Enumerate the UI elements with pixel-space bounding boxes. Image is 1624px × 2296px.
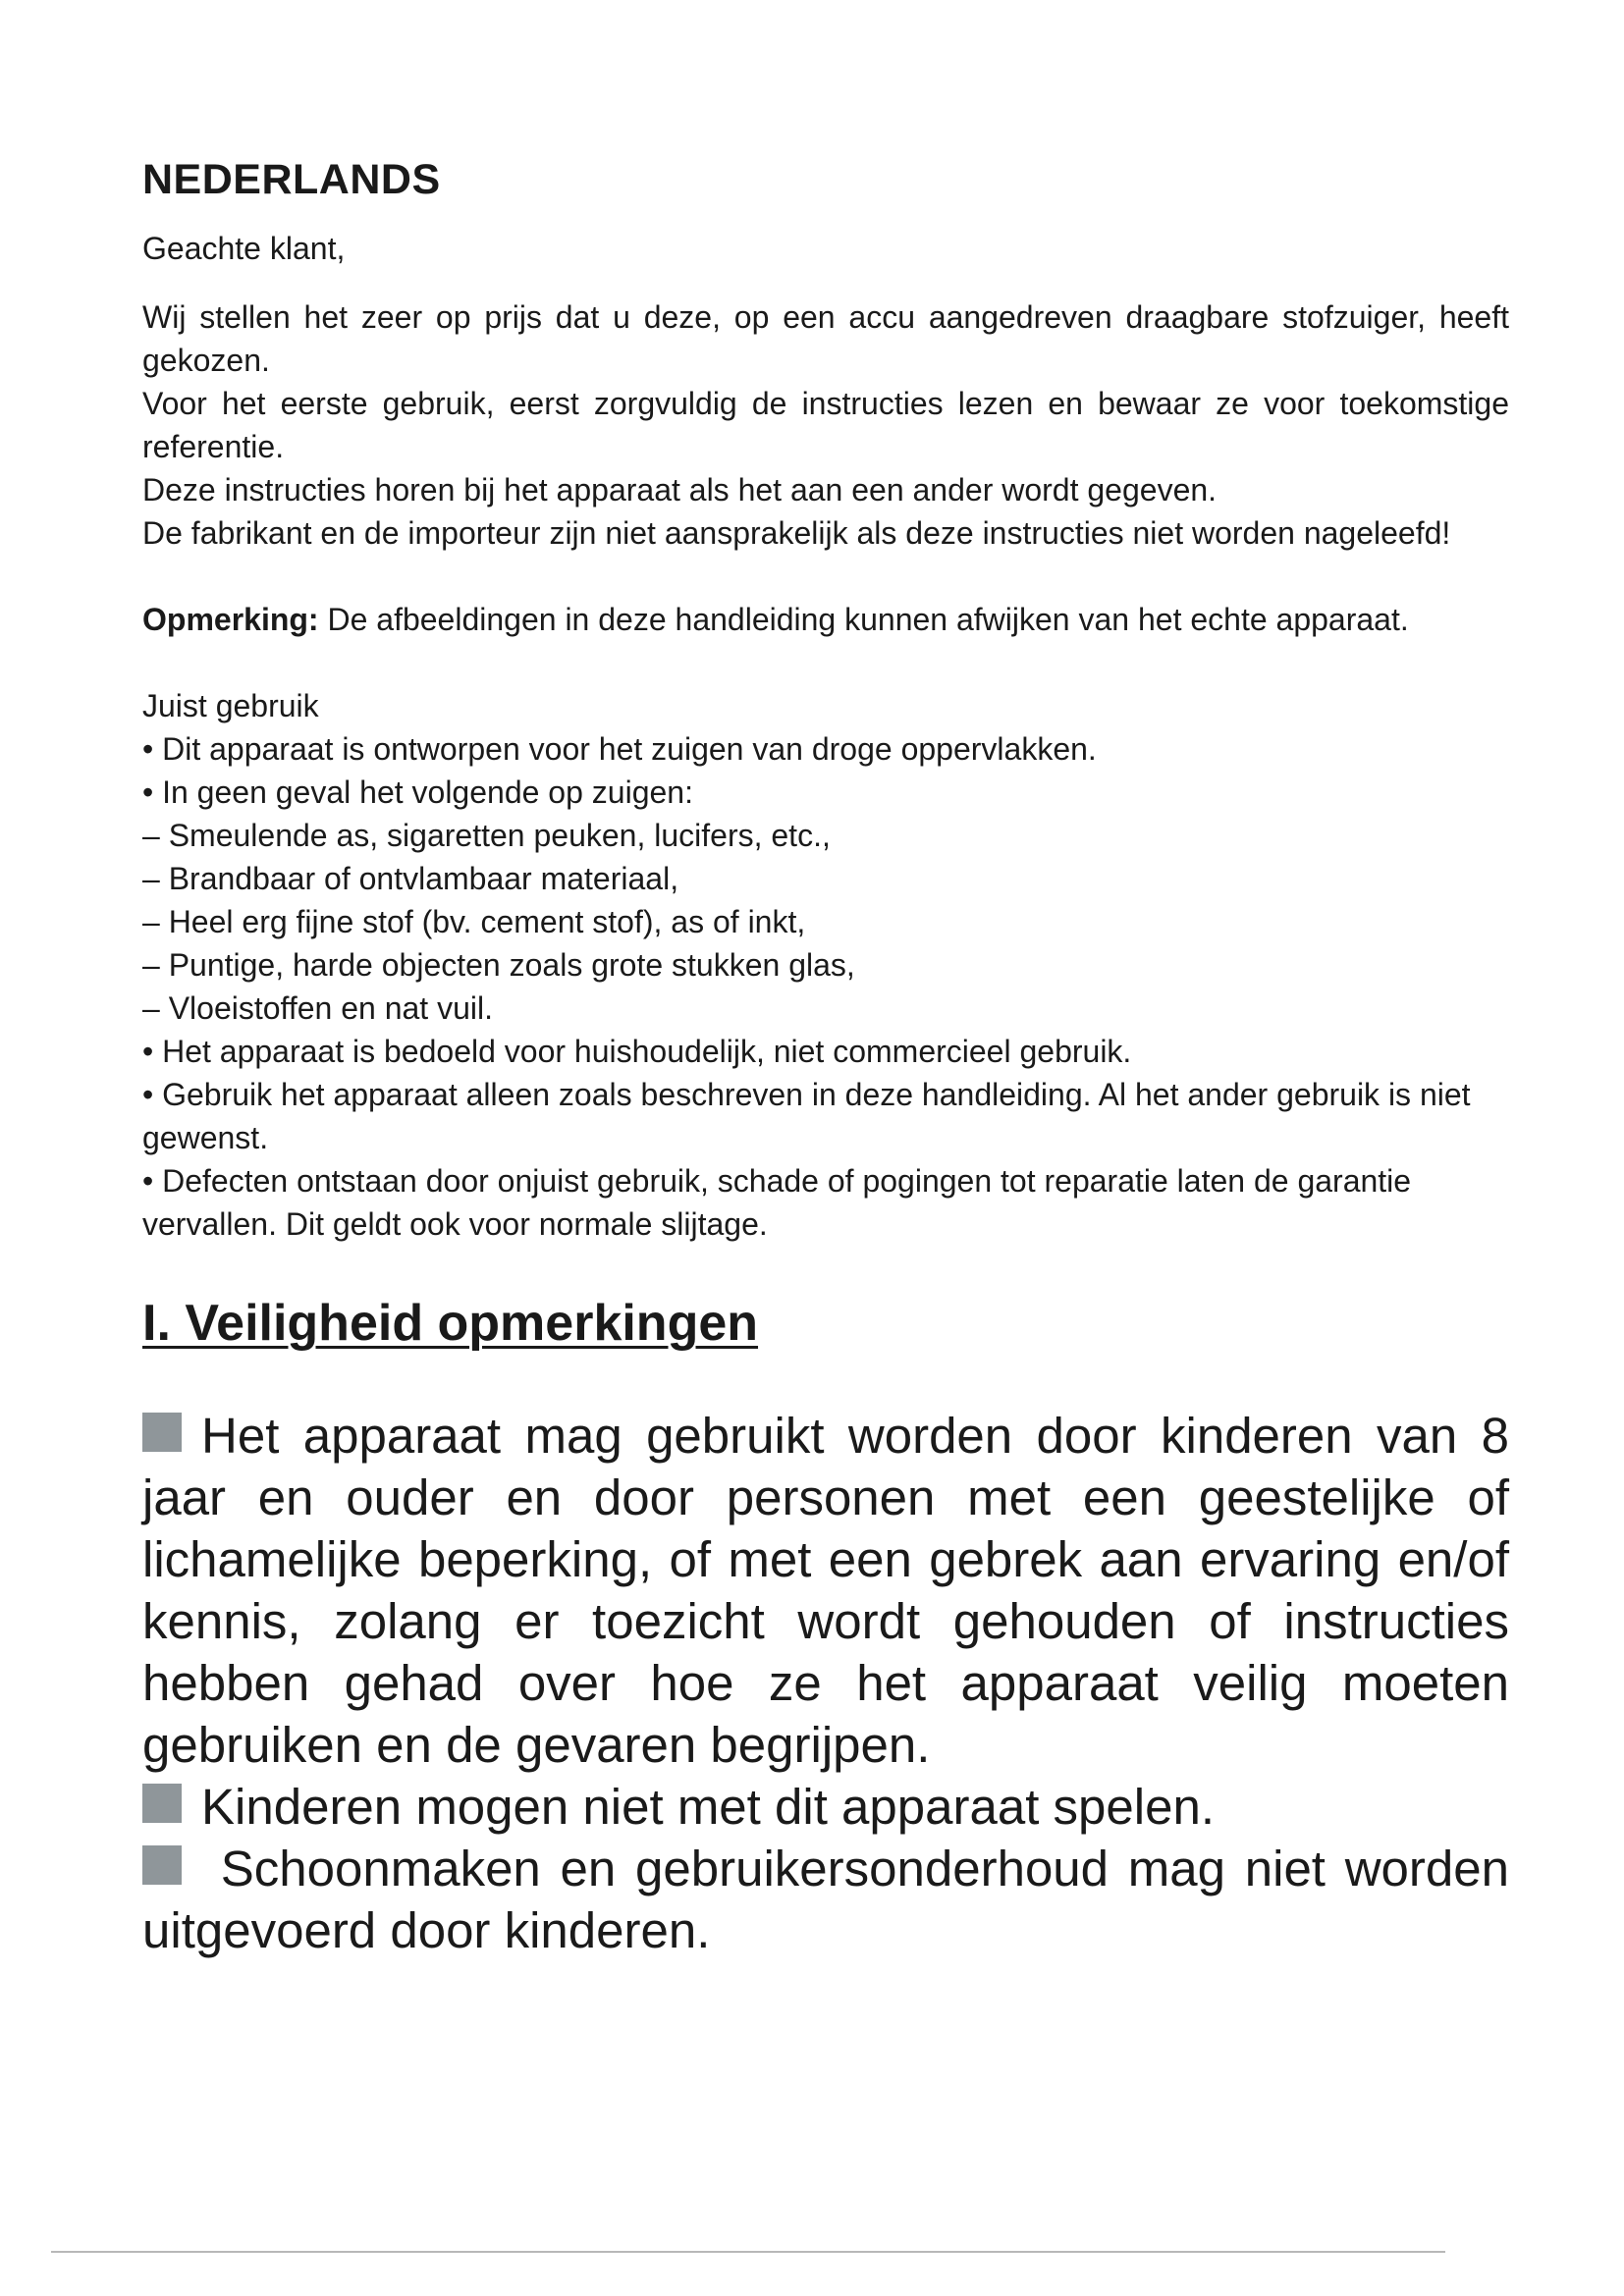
intro-block [142,295,1509,555]
safety-item [142,1776,1509,1838]
safety-item [142,1405,1509,1776]
manual-page [142,152,1509,1961]
safety-item [142,1838,1509,1961]
note-label: Opmerking: [142,602,319,637]
usage-list-item: – Smeulende as, sigaretten peuken, lucifers, etc., [142,818,831,853]
usage-list-item: • Gebruik het apparaat alleen zoals beschreven in deze handleiding. Al het ander gebruik is niet gewenst. [142,1077,1471,1155]
usage-list-item: • Het apparaat is bedoeld voor huishoudelijk, niet commercieel gebruik. [142,1034,1132,1069]
usage-list-item: – Heel erg fijne stof (bv. cement stof), as of inkt, [142,904,806,939]
usage-section [142,684,1509,1246]
grey-square-bullet-icon [142,1845,182,1885]
intro-paragraph: Wij stellen het zeer op prijs dat u deze, op een accu aangedreven draagbare stofzuiger, heeft gekozen. [142,299,1509,378]
safety-item-text: Schoonmaken en gebruikersonderhoud mag niet worden uitgevoerd door kinderen. [142,1841,1509,1958]
intro-paragraph: De fabrikant en de importeur zijn niet aansprakelijk als deze instructies niet worden nageleefd! [142,515,1451,551]
safety-item-text: Kinderen mogen niet met dit apparaat spelen. [201,1779,1216,1835]
note-text: De afbeeldingen in deze handleiding kunnen afwijken van het echte apparaat. [318,602,1409,637]
grey-square-bullet-icon [142,1413,182,1452]
usage-list-item: • Dit apparaat is ontworpen voor het zuigen van droge oppervlakken. [142,731,1097,767]
usage-list-item: • In geen geval het volgende op zuigen: [142,774,693,810]
intro-paragraph: Voor het eerste gebruik, eerst zorgvuldig de instructies lezen en bewaar ze voor toekomstige referentie. [142,386,1509,464]
intro-paragraph: Deze instructies horen bij het apparaat als het aan een ander wordt gegeven. [142,472,1218,507]
section-title: I. Veiligheid opmerkingen [142,1295,759,1352]
footer-divider [51,2251,1445,2253]
usage-list-item: – Puntige, harde objecten zoals grote stukken glas, [142,947,855,983]
usage-list-item: • Defecten ontstaan door onjuist gebruik, schade of pogingen tot reparatie laten de garantie vervallen. Dit geldt ook voor normale slijtage. [142,1163,1412,1242]
greeting: Geachte klant, [142,231,346,266]
usage-list-item: – Brandbaar of ontvlambaar materiaal, [142,861,679,896]
note-paragraph [142,598,1509,641]
usage-title: Juist gebruik [142,688,319,723]
usage-list-item: – Vloeistoffen en nat vuil. [142,990,493,1026]
safety-item-text: Het apparaat mag gebruikt worden door kinderen van 8 jaar en ouder en door personen met een geestelijke of lichamelijke beperking, of met een gebrek aan ervaring en/of kennis, zolang er toezicht wordt gehouden of instructies hebben gehad over hoe ze het apparaat veilig moeten gebruiken en de gevaren begrijpen. [142,1408,1509,1773]
grey-square-bullet-icon [142,1784,182,1823]
safety-notes [142,1405,1509,1961]
language-heading: NEDERLANDS [142,156,441,203]
